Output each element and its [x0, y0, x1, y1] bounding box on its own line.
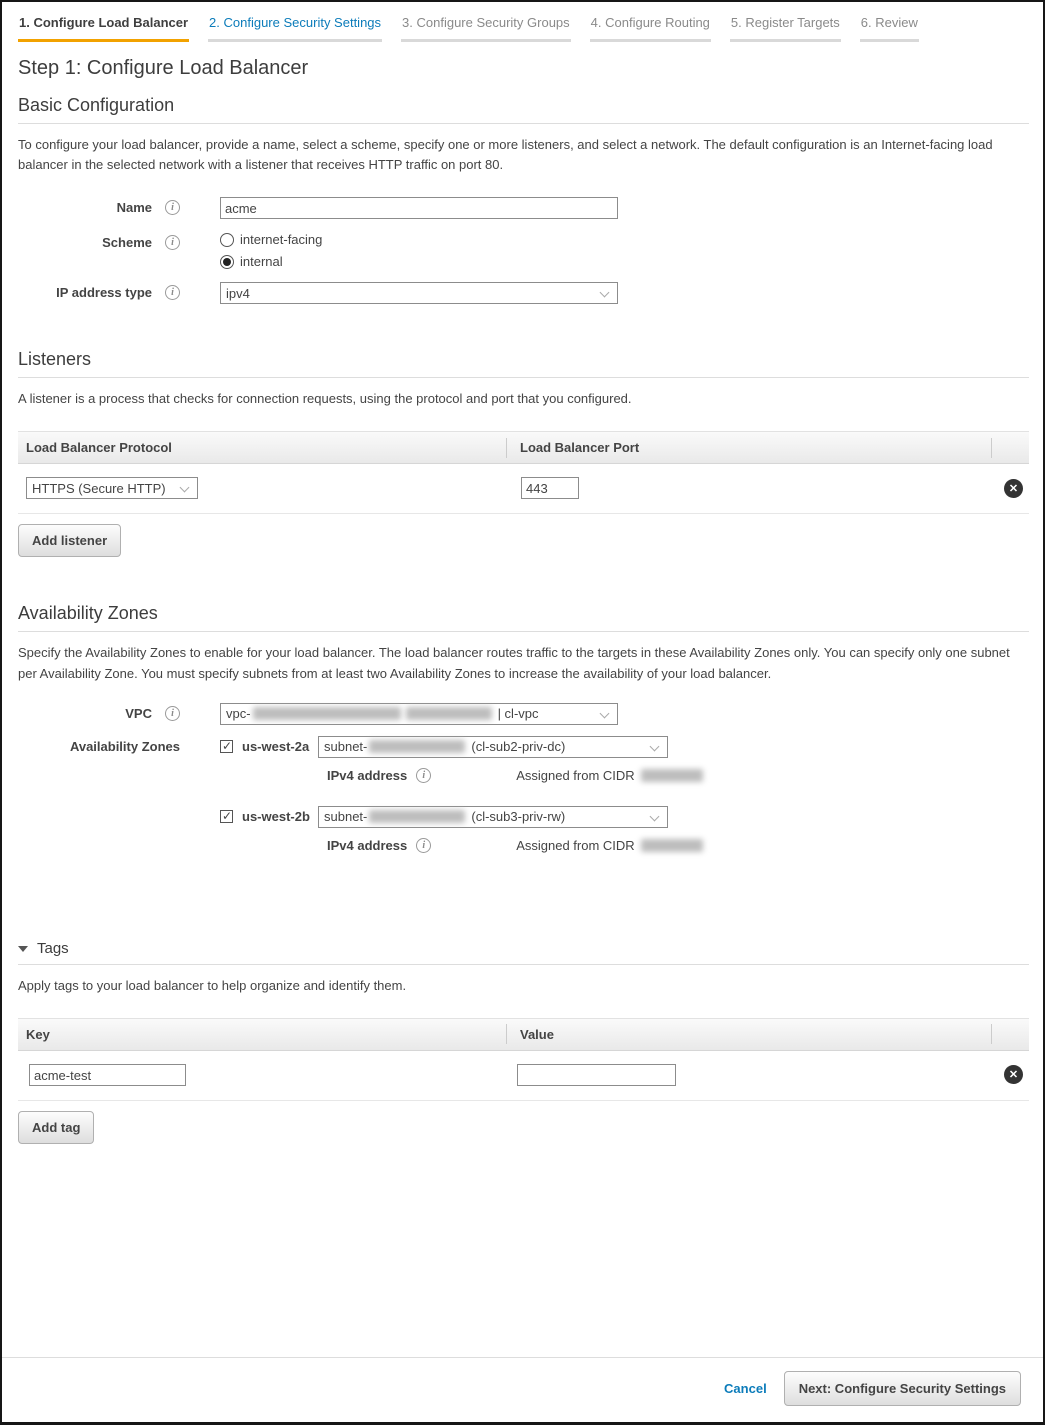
- zone-us-west-2a: [220, 736, 703, 783]
- redacted-vpc-id: [253, 707, 401, 720]
- wizard-tab-bar: [18, 13, 1029, 42]
- subnet-prefix: subnet-: [324, 809, 368, 825]
- radio-internet-facing[interactable]: [220, 233, 234, 247]
- tab-review[interactable]: 6. Review: [860, 13, 919, 42]
- listeners-table-header: [18, 431, 1029, 464]
- chevron-down-icon: [650, 741, 660, 751]
- vpc-row: [18, 703, 1029, 725]
- name-input[interactable]: [220, 197, 618, 219]
- column-header-value: Value: [520, 1026, 554, 1042]
- assigned-from-cidr-text: Assigned from CIDR: [516, 767, 635, 783]
- listeners-description: A listener is a process that checks for connection requests, using the protocol and port that you configured.: [18, 391, 632, 407]
- scheme-option-internal: [220, 254, 322, 269]
- tab-configure-routing[interactable]: 4. Configure Routing: [590, 13, 711, 42]
- ipv4-address-label: IPv4 address: [327, 837, 408, 853]
- chevron-down-icon: [650, 811, 660, 821]
- vpc-label: VPC: [125, 705, 152, 721]
- chevron-down-icon: [600, 708, 610, 718]
- listeners-table: [18, 431, 1029, 514]
- ip-address-type-row: [18, 282, 1029, 304]
- vpc-value-suffix: | cl-vpc: [497, 706, 539, 722]
- redacted-cidr: [641, 839, 703, 852]
- scheme-label: Scheme: [102, 235, 152, 251]
- subnet-prefix: subnet-: [324, 739, 368, 755]
- subnet-select[interactable]: [318, 736, 668, 758]
- redacted-subnet-id: [369, 740, 465, 753]
- availability-zones-label: Availability Zones: [69, 738, 180, 754]
- divider: [18, 964, 1029, 965]
- tag-key-input[interactable]: [29, 1064, 186, 1086]
- info-icon[interactable]: i: [165, 200, 180, 215]
- delete-listener-icon[interactable]: ✕: [1004, 479, 1023, 498]
- availability-zones-heading: Availability Zones: [18, 603, 158, 624]
- scheme-option-internet-facing: [220, 232, 322, 247]
- name-label: Name: [116, 200, 152, 216]
- add-listener-button[interactable]: Add listener: [18, 524, 121, 557]
- assigned-from-cidr-text: Assigned from CIDR: [516, 837, 635, 853]
- selected-value: ipv4: [226, 285, 250, 301]
- column-separator: [991, 1024, 992, 1044]
- cancel-link[interactable]: Cancel: [724, 1381, 767, 1396]
- zone-checkbox[interactable]: [220, 740, 233, 753]
- ip-address-type-label: IP address type: [56, 285, 152, 301]
- tag-row: [18, 1051, 1029, 1101]
- divider: [18, 123, 1029, 124]
- tag-value-input[interactable]: [517, 1064, 676, 1086]
- tab-configure-load-balancer[interactable]: 1. Configure Load Balancer: [18, 13, 189, 42]
- availability-zones-description: Specify the Availability Zones to enable for your load balancer. The load balancer routes traffic to the targets in these Availability Zones only. You can specify only one subnet per Availability Zone. You must specify subnets from at least two Availability Zones to increase the availability of your load balancer.: [18, 645, 1010, 681]
- ip-address-type-select[interactable]: [220, 282, 618, 304]
- subnet-select[interactable]: [318, 806, 668, 828]
- basic-configuration-description: To configure your load balancer, provide a name, select a scheme, specify one or more listeners, and select a network. The default configuration is an Internet-facing load balancer in the selected network with a listener that receives HTTP traffic on port 80.: [18, 137, 993, 173]
- info-icon[interactable]: i: [165, 235, 180, 250]
- info-icon[interactable]: i: [416, 838, 431, 853]
- listeners-heading: Listeners: [18, 349, 92, 370]
- subnet-suffix: (cl-sub2-priv-dc): [471, 739, 566, 755]
- divider: [18, 631, 1029, 632]
- vpc-select[interactable]: [220, 703, 618, 725]
- name-row: [18, 197, 1029, 219]
- delete-tag-icon[interactable]: ✕: [1004, 1065, 1023, 1084]
- zone-us-west-2b: [220, 806, 703, 853]
- info-icon[interactable]: i: [165, 285, 180, 300]
- info-icon[interactable]: i: [416, 768, 431, 783]
- tags-description: Apply tags to your load balancer to help organize and identify them.: [18, 977, 407, 993]
- zone-name: us-west-2b: [242, 809, 310, 825]
- protocol-select[interactable]: [26, 477, 198, 499]
- radio-label: internet-facing: [240, 232, 323, 248]
- column-separator: [991, 438, 992, 458]
- basic-configuration-heading: Basic Configuration: [18, 95, 175, 115]
- subnet-suffix: (cl-sub3-priv-rw): [471, 809, 566, 825]
- tab-configure-security-settings[interactable]: 2. Configure Security Settings: [208, 13, 382, 42]
- info-icon[interactable]: i: [165, 706, 180, 721]
- vpc-value-prefix: vpc-: [226, 706, 251, 722]
- redacted-vpc-cidr: [406, 707, 492, 720]
- availability-zones-row: [18, 736, 1029, 876]
- zone-name: us-west-2a: [242, 739, 310, 755]
- redacted-cidr: [641, 769, 703, 782]
- tags-table-header: [18, 1018, 1029, 1051]
- scheme-row: [18, 232, 1029, 276]
- radio-label: internal: [240, 254, 283, 270]
- next-button[interactable]: Next: Configure Security Settings: [784, 1371, 1021, 1406]
- tab-configure-security-groups[interactable]: 3. Configure Security Groups: [401, 13, 571, 42]
- chevron-down-icon: [600, 288, 610, 298]
- page-title: Step 1: Configure Load Balancer: [18, 57, 309, 79]
- listener-row: [18, 464, 1029, 514]
- tab-register-targets[interactable]: 5. Register Targets: [730, 13, 841, 42]
- port-input[interactable]: [521, 477, 579, 499]
- column-header-key: Key: [26, 1026, 50, 1042]
- column-header-protocol: Load Balancer Protocol: [26, 440, 172, 456]
- column-header-port: Load Balancer Port: [520, 440, 640, 456]
- footer: [18, 1358, 1029, 1410]
- radio-internal[interactable]: [220, 255, 234, 269]
- redacted-subnet-id: [369, 810, 465, 823]
- chevron-down-icon: [180, 483, 190, 493]
- tags-heading-row: [18, 940, 1029, 957]
- ipv4-address-label: IPv4 address: [327, 767, 408, 783]
- collapse-triangle-icon[interactable]: [18, 946, 28, 952]
- divider: [18, 377, 1029, 378]
- zone-checkbox[interactable]: [220, 810, 233, 823]
- add-tag-button[interactable]: Add tag: [18, 1111, 94, 1144]
- tags-heading: Tags: [37, 939, 69, 957]
- tags-table: [18, 1018, 1029, 1101]
- selected-value: HTTPS (Secure HTTP): [32, 480, 166, 496]
